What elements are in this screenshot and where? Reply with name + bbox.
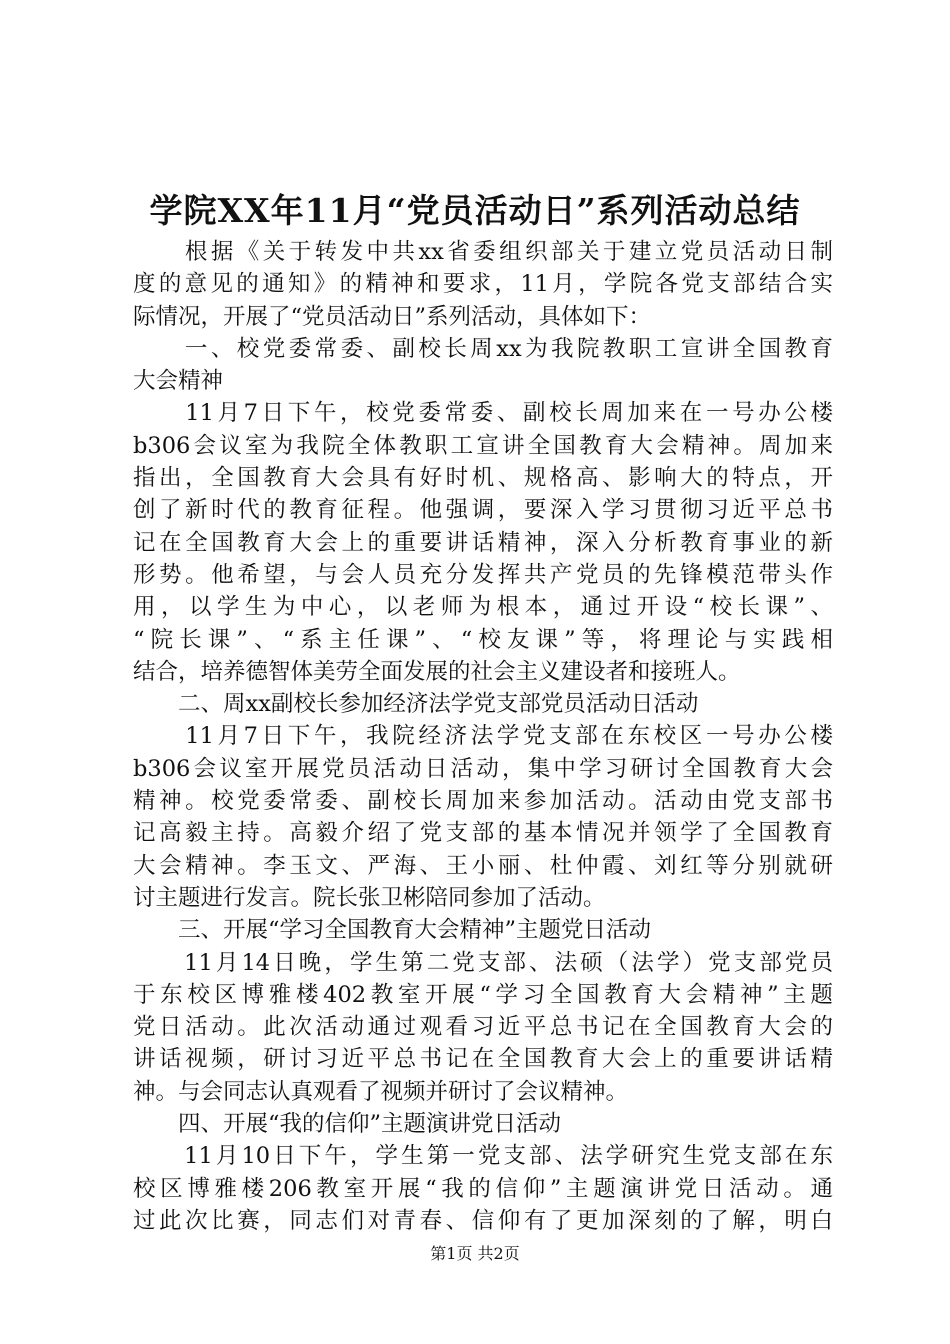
body-text-line: 三、开展“学习全国教育大会精神”主题党日活动 (133, 917, 652, 944)
body-text-line: 校区博雅楼206教室开展“我的信仰”主题演讲党日活动。通 (133, 1175, 833, 1202)
body-text-line: 过此次比赛，同志们对青春、信仰有了更加深刻的了解，明白 (133, 1207, 833, 1234)
body-text-line: b306会议室开展党员活动日活动，集中学习研讨全国教育大会 (133, 755, 833, 782)
document-title: 学院XX年11月“党员活动日”系列活动总结 (149, 191, 801, 230)
body-text-line: 根据《关于转发中共xx省委组织部关于建立党员活动日制 (133, 239, 833, 265)
body-text-line: 一、校党委常委、副校长周xx为我院教职工宣讲全国教育 (133, 335, 833, 362)
body-text-line: 讨主题进行发言。院长张卫彬陪同参加了活动。 (133, 884, 606, 911)
body-text-line: 大会精神 (133, 368, 224, 395)
body-text-line: 大会精神。李玉文、严海、王小丽、杜仲霞、刘红等分别就研 (133, 852, 833, 879)
body-text-line: 二、周xx副校长参加经济法学党支部党员活动日活动 (133, 691, 699, 718)
body-text-line: 形势。他希望，与会人员充分发挥共产党员的先锋模范带头作 (133, 561, 833, 588)
body-text-line: 讲话视频，研讨习近平总书记在全国教育大会上的重要讲话精 (133, 1046, 833, 1073)
body-text-line: 四、开展“我的信仰”主题演讲党日活动 (133, 1111, 562, 1138)
body-text-line: 度的意见的通知》的精神和要求，11月，学院各党支部结合实 (133, 271, 833, 298)
body-text-line: 11月10日下午，学生第一党支部、法学研究生党支部在东 (133, 1143, 833, 1170)
body-text-line: “院长课”、“系主任课”、“校友课”等，将理论与实践相 (133, 626, 833, 653)
body-text-line: 结合，培养德智体美劳全面发展的社会主义建设者和接班人。 (133, 658, 741, 685)
body-text-line: 党日活动。此次活动通过观看习近平总书记在全国教育大会的 (133, 1014, 833, 1041)
body-text-line: 11月7日下午，校党委常委、副校长周加来在一号办公楼 (133, 400, 833, 427)
page-footer: 第1页 共2页 (430, 1244, 520, 1263)
body-text-line: 11月7日下午，我院经济法学党支部在东校区一号办公楼 (133, 723, 833, 750)
body-text-line: 指出，全国教育大会具有好时机、规格高、影响大的特点，开 (133, 465, 833, 492)
body-text-line: 记高毅主持。高毅介绍了党支部的基本情况并领学了全国教育 (133, 820, 833, 847)
document-body (133, 236, 833, 1237)
body-text-line: 用，以学生为中心，以老师为根本，通过开设“校长课”、 (133, 594, 833, 621)
body-text-line: 际情况，开展了“党员活动日”系列活动，具体如下： (133, 303, 652, 330)
body-text-line: 创了新时代的教育征程。他强调，要深入学习贯彻习近平总书 (133, 497, 833, 524)
body-text-line: 精神。校党委常委、副校长周加来参加活动。活动由党支部书 (133, 788, 833, 815)
body-text-line: b306会议室为我院全体教职工宣讲全国教育大会精神。周加来 (133, 432, 833, 459)
body-text-line: 神。与会同志认真观看了视频并研讨了会议精神。 (133, 1078, 629, 1105)
body-text-line: 于东校区博雅楼402教室开展“学习全国教育大会精神”主题 (133, 981, 833, 1008)
body-text-line: 11月14日晚，学生第二党支部、法硕（法学）党支部党员 (133, 949, 833, 976)
body-text-line: 记在全国教育大会上的重要讲话精神，深入分析教育事业的新 (133, 529, 833, 556)
